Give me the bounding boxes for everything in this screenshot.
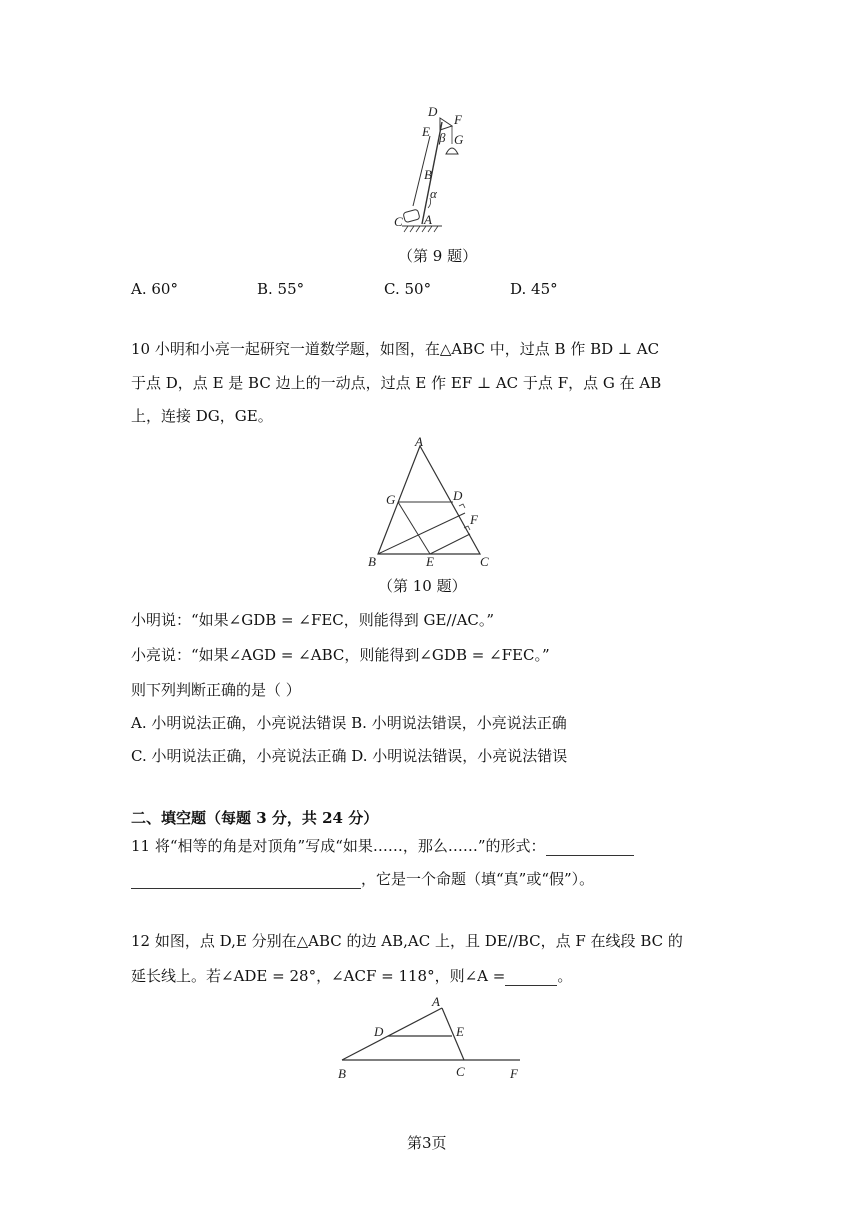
label-C: C [394, 214, 403, 229]
q9-caption: （第 9 题） [398, 247, 478, 265]
q10-line-1: 10 小明和小亮一起研究一道数学题，如图，在△ABC 中，过点 B 作 BD ⊥ AC [131, 340, 660, 358]
q12-answer-blank[interactable] [505, 967, 557, 986]
q9-option-a: A. 60° [131, 280, 178, 298]
q11-line-2 [131, 869, 594, 889]
q10-question: 则下列判断正确的是（ ） [131, 681, 301, 699]
page-number: 第3页 [407, 1134, 447, 1152]
label-A: A [415, 436, 423, 449]
lamp-shape [446, 148, 458, 154]
label-G: G [454, 132, 464, 147]
q12-line-2-end: 。 [557, 967, 573, 985]
q9-option-c: C. 50° [384, 280, 432, 298]
q11-line-1 [131, 836, 634, 856]
label-C: C [456, 1064, 465, 1079]
q11-blank-1[interactable] [546, 837, 634, 856]
label-alpha: α [430, 186, 437, 201]
label-D: D [453, 488, 463, 503]
figure-q9 [380, 96, 490, 238]
segment-ab [342, 1008, 442, 1060]
q10-options-row-1: A. 小明说法正确，小亮说法错误 B. 小明说法错误，小亮说法正确 [131, 714, 567, 732]
label-E: E [456, 1024, 464, 1039]
label-D: D [374, 1024, 384, 1039]
q9-option-d: D. 45° [510, 280, 558, 298]
label-A: A [432, 994, 440, 1009]
q10-xiaoliang: 小亮说：“如果∠AGD = ∠ABC，则能得到∠GDB = ∠FEC。” [131, 646, 550, 664]
barrel-shape [403, 209, 420, 223]
q10-options-row-2: C. 小明说法正确，小亮说法正确 D. 小明说法错误，小亮说法错误 [131, 747, 568, 765]
label-beta: β [439, 130, 446, 145]
label-F: F [470, 512, 478, 527]
q11-line-1-text: 11 将“相等的角是对顶角”写成“如果……，那么……”的形式： [131, 837, 546, 855]
label-B: B [424, 167, 432, 182]
label-G: G [386, 492, 396, 507]
label-E: E [426, 554, 434, 568]
label-E: E [422, 124, 430, 139]
figure-q10 [360, 436, 500, 568]
segment-ge [398, 502, 430, 554]
q10-caption: （第 10 题） [378, 577, 467, 595]
q10-line-3: 上，连接 DG，GE。 [131, 407, 273, 425]
section-title: 二、填空题（每题 3 分，共 24 分） [131, 809, 379, 827]
q10-xiaoming: 小明说：“如果∠GDB = ∠FEC，则能得到 GE//AC。” [131, 611, 495, 629]
q11-line-2-text: ，它是一个命题（填“真”或“假”）。 [361, 870, 595, 888]
right-angle-d [459, 504, 465, 508]
label-B: B [368, 554, 376, 568]
q9-option-b: B. 55° [257, 280, 305, 298]
segment-ef2 [430, 534, 470, 554]
q10-line-2: 于点 D，点 E 是 BC 边上的一动点，过点 E 作 EF ⊥ AC 于点 F，点 G 在 AB [131, 374, 662, 392]
q12-line-2-text: 延长线上。若∠ADE = 28°，∠ACF = 118°，则∠A = [131, 967, 506, 985]
label-C: C [480, 554, 489, 568]
label-F: F [454, 112, 462, 127]
label-B: B [338, 1066, 346, 1081]
label-F: F [510, 1066, 518, 1081]
q11-blank-2[interactable] [131, 870, 361, 889]
label-D: D [428, 104, 438, 119]
q12-line-1: 12 如图，点 D,E 分别在△ABC 的边 AB,AC 上，且 DE//BC，点 F 在线段 BC 的 [131, 932, 683, 950]
figure-q12 [330, 990, 540, 1090]
label-A: A [424, 212, 432, 227]
q12-line-2 [131, 966, 572, 986]
